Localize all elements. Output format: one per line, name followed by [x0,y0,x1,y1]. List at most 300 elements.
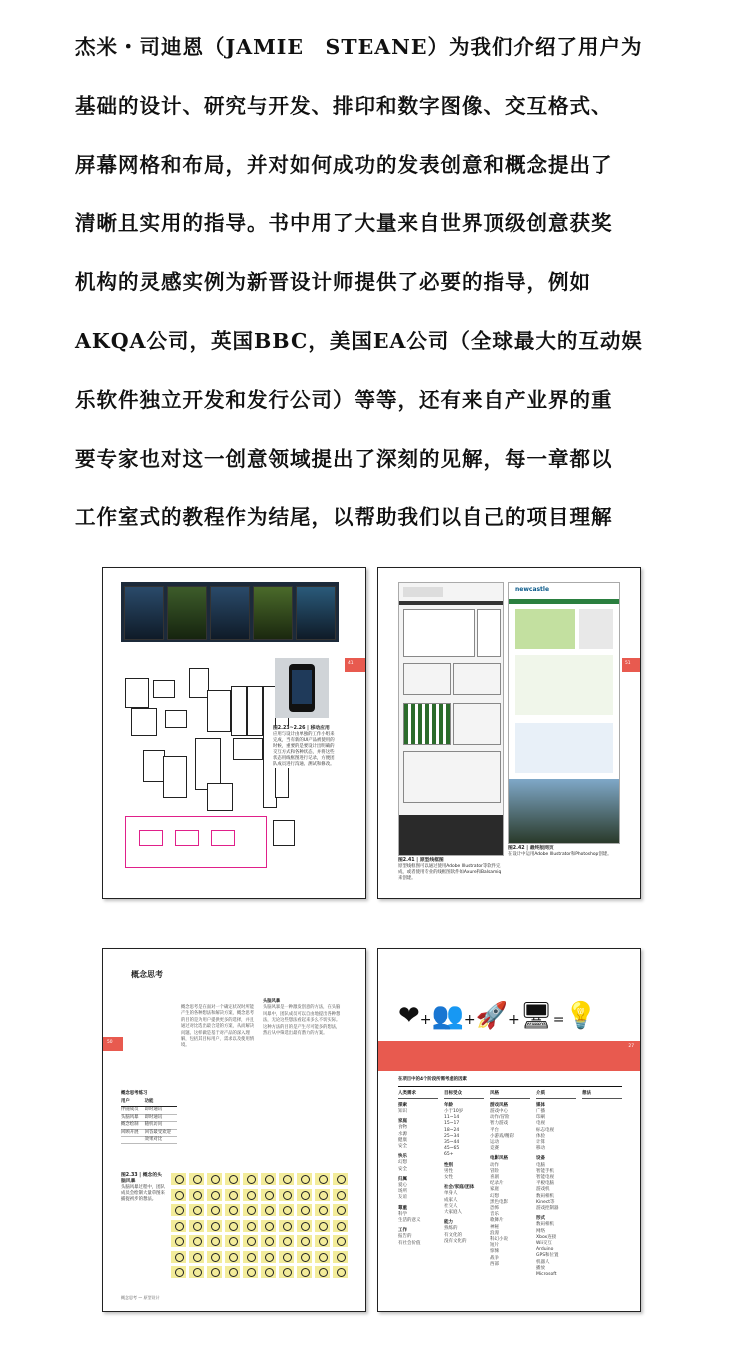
book-page-website [377,567,641,899]
factor-group [444,1220,484,1245]
sticky-note [171,1251,186,1263]
sticky-note [261,1235,276,1247]
app-screen-4 [253,586,293,640]
page-number: 50 [107,1040,113,1045]
wireframe-block [403,663,451,695]
sketch-icon [283,1237,292,1246]
sticky-note [207,1173,222,1185]
book-page-mobile-app [102,567,366,899]
page-tab [103,1037,123,1051]
group-item: Microsoft [536,1271,557,1277]
sketch-icon [193,1268,202,1277]
sticky-note [225,1173,240,1185]
group-item: 惊悚 [490,1249,499,1255]
site-hero [515,609,575,649]
group-title: 形式 [536,1216,545,1222]
group-item: 数码相机 [536,1193,554,1199]
sketch-icon [193,1253,202,1262]
group-item: 计算 [536,1139,545,1145]
sticky-note [189,1173,204,1185]
group-item: 动作 [490,1162,499,1168]
sticky-note [333,1173,348,1185]
sketch-icon [229,1253,238,1262]
group-item: 短片 [490,1243,499,1249]
group-item: 报告的 [398,1234,412,1240]
group-item: 知识 [398,1108,407,1114]
sketch-icon [283,1175,292,1184]
sketch-icon [319,1222,328,1231]
group-title: 快乐 [398,1154,407,1160]
group-item: 黑色电影 [490,1199,508,1205]
app-screen-5 [296,586,336,640]
sketch-icon [175,1175,184,1184]
group-item: 冒险 [490,1168,499,1174]
sketch-icon [247,1253,256,1262]
sticky-note [279,1251,294,1263]
column-header: 目标受众 [444,1091,462,1096]
page-title: 概念思考 [131,970,163,979]
sticky-note [225,1266,240,1278]
factors-column [490,1091,530,1272]
wireframe-box [125,678,149,708]
group-item: 体验 [536,1133,545,1139]
sketch-icon [265,1222,274,1231]
sketch-icon [247,1191,256,1200]
group-item: 爱心 [398,1182,407,1188]
sticky-note [171,1235,186,1247]
phone-screen [292,670,312,704]
plus-icon: + [463,1012,476,1028]
group-title: 尊重 [398,1205,407,1211]
group-item: 电脑 [536,1162,545,1168]
factor-group [490,1156,530,1268]
sticky-notes-grid [171,1173,351,1283]
group-title: 归属 [398,1176,407,1182]
sticky-note [297,1204,312,1216]
group-item: 有文化的 [444,1232,462,1238]
sticky-note [243,1204,258,1216]
sketch-icon [247,1237,256,1246]
sticky-note [261,1204,276,1216]
group-item: 社交人 [444,1203,458,1209]
intro-paragraph [75,18,675,547]
caption-text: 原型线框图可以通过使用Adobe Illustrator等软件完成，或者使用专业的线框图软件如Axure和Balsamiq来创建。 [398,864,502,881]
app-screen-2 [167,586,207,640]
sketch-icon [283,1222,292,1231]
sketch-icon [283,1191,292,1200]
sketch-icon [175,1191,184,1200]
sticky-note [279,1220,294,1232]
page-tab [345,658,365,672]
group-item: 平台 [490,1127,499,1133]
sketch-icon [283,1253,292,1262]
sketch-icon [211,1237,220,1246]
sticky-note [279,1189,294,1201]
group-item: 小于10岁 [444,1108,464,1114]
group-item: 18~24 [444,1127,460,1133]
wireframe-box [233,738,263,760]
intro-line: 清晰且实用的指导。书中用了大量来自世界顶级创意获奖 [75,211,613,236]
factor-group [398,1177,438,1202]
sticky-note [207,1235,222,1247]
caption-text: 头脑风暴过程中，团队成员会绘制大量草图来捕捉初步的想法。 [121,1185,165,1202]
factor-group [444,1103,484,1159]
sticky-note [333,1251,348,1263]
app-screen-1 [124,586,164,640]
figure-caption [121,1173,165,1203]
factor-group [398,1228,438,1247]
group-item: 播放 [536,1265,545,1271]
group-item: 幻想 [490,1193,499,1199]
sticky-note [315,1235,330,1247]
sticky-note [171,1189,186,1201]
wireframe-block [453,663,501,695]
sketch-icon [229,1237,238,1246]
body-text-right [263,999,343,1037]
group-item: Wii交互 [536,1240,552,1246]
factor-group [398,1119,438,1150]
sketch-icon [301,1206,310,1215]
wireframe-box [273,820,295,846]
sketch-icon [319,1253,328,1262]
table-row: 回顾开展 回答最受欢迎 [121,1129,177,1136]
sketch-icon [283,1206,292,1215]
wireframe-box [207,783,233,811]
sketch-icon [193,1237,202,1246]
sketch-icon [211,1222,220,1231]
sketch-icon [193,1175,202,1184]
sticky-note [297,1173,312,1185]
group-item: 单身人 [444,1191,458,1197]
sketch-icon [337,1222,346,1231]
column-header: 想法 [582,1091,591,1096]
group-item: 神秘 [490,1224,499,1230]
sticky-note [189,1204,204,1216]
group-item: Arduino [536,1247,554,1253]
column-header: 风格 [490,1091,499,1096]
sticky-note [243,1235,258,1247]
caption-title: 图2.23~2.26 | 移动应用 [273,726,330,731]
table-title: 概念思考练习 [121,1091,148,1096]
sticky-note [333,1189,348,1201]
sticky-note [225,1220,240,1232]
caption-title: 图2.41 | 原型线框图 [398,858,444,863]
figure-caption [508,846,612,858]
sticky-note [243,1251,258,1263]
sticky-note [243,1220,258,1232]
sticky-note [171,1204,186,1216]
body-text-left: 概念思考是在面对一个确定状况时所能产生的各种想法和解决方案，概念思考的目的是为用户提供更多的选择，并且通过对比选出最合适的方案，从而解决问题。这样做是基于对产品的深入理解，包括其目标用户、需求以及使用情境。 [181,1005,255,1049]
sketch-icon [337,1175,346,1184]
sticky-note [225,1235,240,1247]
factor-group [490,1103,530,1153]
app-screen-3 [210,586,250,640]
table-title: 在项目中的4个阶段所需考虑的因素 [398,1077,467,1082]
group-item: 恐怖 [490,1205,499,1211]
group-item: 65+ [444,1152,454,1158]
page-footer: 概念思考 — 原型设计 [121,1295,160,1300]
sketch-icon [211,1206,220,1215]
group-title: 性别 [444,1162,453,1168]
group-item: 移动 [536,1146,545,1152]
section-heading: 头脑风暴 [263,999,281,1004]
sketch-icon [211,1191,220,1200]
group-item: 科学 [398,1211,407,1217]
sticky-note [315,1173,330,1185]
table-row: 伴随成员 即时通讯 [121,1107,177,1114]
sketch-icon [319,1191,328,1200]
group-item: 电视 [536,1121,545,1127]
factor-group [398,1103,438,1115]
wireframe-block [403,751,501,803]
sketch-icon [175,1206,184,1215]
sticky-note [189,1266,204,1278]
sticky-note [297,1220,312,1232]
group-item: 家庭 [490,1187,499,1193]
group-item: 运动 [490,1139,499,1145]
group-item: GPS和位置 [536,1253,559,1259]
wireframe-box [207,690,231,732]
figure-caption [273,726,335,768]
book-page-factors [377,948,641,1312]
group-item: 35~44 [444,1139,460,1145]
caption-title: 图2.33 | 概念的头脑风暴 [121,1173,162,1184]
phone-photo [275,658,329,718]
intro-line: 屏幕网格和布局，并对如何成功的发表创意和概念提出了 [75,152,613,177]
group-title: 能力 [444,1220,453,1226]
sticky-note [279,1173,294,1185]
group-title: 探索 [398,1102,407,1108]
sketch-icon [301,1268,310,1277]
wireframe-calendar [403,703,451,745]
group-item: 没有文化的 [444,1238,467,1244]
sticky-note [297,1235,312,1247]
plus-icon: + [508,1012,520,1028]
sketch-icon [265,1191,274,1200]
intro-line: 机构的灵感实例为新晋设计师提供了必要的指导，例如 [75,270,591,295]
group-item: 水源 [398,1131,407,1137]
sticky-note [279,1235,294,1247]
sticky-note [225,1251,240,1263]
factor-group [398,1154,438,1173]
plus-icon: + [419,1012,432,1028]
monitor-icon: 🖥 [519,1001,553,1031]
intro-line: 乐软件独立开发和发行公司）等等，还有来自产业界的重 [75,387,613,412]
sketch-icon [265,1253,274,1262]
group-title: 年龄 [444,1102,453,1108]
figure-caption [398,858,502,882]
group-item: 45~65 [444,1146,460,1152]
group-title: 工作 [398,1228,407,1234]
sticky-note [171,1266,186,1278]
sketch-icon [319,1206,328,1215]
sticky-note [297,1189,312,1201]
group-item: 生活的意义 [398,1217,421,1223]
wireframe-footer [399,815,503,855]
group-title: 家庭 [398,1119,407,1125]
sticky-note [189,1235,204,1247]
group-item: 竞赛 [490,1146,499,1152]
group-item: 印刷 [536,1115,545,1121]
intro-line: 基础的设计、研究与开发、排印和数字图像、交互格式、 [75,93,613,118]
group-item: 成家人 [444,1197,458,1203]
equals-icon: = [552,1012,565,1028]
sketch-icon [211,1175,220,1184]
wireframe-logo [403,587,443,597]
group-item: 25~34 [444,1133,460,1139]
wireframe-sidebar [477,609,501,657]
sticky-note [297,1251,312,1263]
group-item: 游戏控制器 [536,1205,559,1211]
group-item: 安全 [398,1143,407,1149]
sticky-note [333,1220,348,1232]
book-page-concept-thinking [102,948,366,1312]
page-tab [622,658,640,672]
sketch-icon [247,1222,256,1231]
site-name: newcastle [515,586,550,593]
sketch-icon [193,1191,202,1200]
sketch-icon [247,1175,256,1184]
sticky-note [207,1204,222,1216]
sticky-note [261,1220,276,1232]
concept-table [121,1099,177,1144]
group-item: Xbox连接 [536,1234,557,1240]
sticky-note [261,1266,276,1278]
group-item: 机器人 [536,1259,550,1265]
sticky-note [315,1266,330,1278]
wireframe-flow-pink [211,830,235,846]
intro-line: AKQA公司，英国BBC，美国EA公司（全球最大的互动娱 [75,328,643,353]
group-item: 数码相机 [536,1222,554,1228]
group-item: 网络 [536,1228,545,1234]
website-wireframe [398,582,504,856]
wireframe-flow-pink [175,830,199,846]
group-item: 场所 [398,1189,407,1195]
group-item: 小游戏/精彩 [490,1133,515,1139]
site-content [515,655,613,715]
sticky-note [261,1189,276,1201]
wireframe-nav [399,601,503,605]
sticky-note [243,1173,258,1185]
site-nav [509,599,619,604]
rocket-icon: 🚀 [475,1001,509,1031]
sticky-note [333,1235,348,1247]
group-item: 健康 [398,1137,407,1143]
group-item: 11~14 [444,1115,460,1121]
sketch-icon [229,1222,238,1231]
factor-group [536,1216,576,1278]
sticky-note [279,1266,294,1278]
sticky-note [315,1220,330,1232]
sketch-icon [301,1237,310,1246]
wireframe-box [153,680,175,698]
sketch-icon [229,1175,238,1184]
sticky-note [261,1251,276,1263]
group-item: 安全 [398,1166,407,1172]
sketch-icon [265,1268,274,1277]
wireframe-box [143,750,165,782]
page-number: 51 [625,661,631,666]
intro-line: 杰米・司迪恩（JAMIE STEANE）为我们介绍了用户为 [75,35,643,59]
column-rule [398,1098,438,1099]
wireframe-box [247,686,263,736]
wireframe-box [189,668,209,698]
sketch-icon [175,1268,184,1277]
group-item: 熟练的 [444,1226,458,1232]
factor-group [444,1185,484,1216]
sticky-note [171,1220,186,1232]
wireframe-hero [403,609,475,657]
wireframe-flow-pink [139,830,163,846]
sticky-note [189,1189,204,1201]
sketch-icon [319,1237,328,1246]
column-header: 介质 [536,1091,545,1096]
group-item: 15~17 [444,1121,460,1127]
red-band [378,1041,640,1071]
site-content [515,723,613,773]
sketch-icon [211,1253,220,1262]
column-rule [536,1098,576,1099]
sketch-icon [265,1237,274,1246]
group-item: 幻想 [398,1160,407,1166]
sketch-icon [301,1253,310,1262]
sticky-note [279,1204,294,1216]
group-item: 游戏机 [536,1187,550,1193]
factors-column [582,1091,622,1103]
wireframe-box [165,710,187,728]
table-rule [398,1086,622,1087]
factors-column [536,1091,576,1282]
sticky-note [243,1266,258,1278]
group-item: 大家庭人 [444,1209,462,1215]
group-item: 音乐 [490,1212,499,1218]
sticky-note [225,1204,240,1216]
group-item: 标志电视 [536,1127,554,1133]
page-number: 27 [628,1044,634,1049]
sketch-icon [319,1175,328,1184]
group-title: 媒体 [536,1102,545,1108]
sticky-note [189,1251,204,1263]
group-item: 游戏中心 [490,1108,508,1114]
group-title: 社会/家庭/团体 [444,1185,475,1191]
group-item: 战争 [490,1255,499,1261]
sketch-icon [175,1222,184,1231]
factors-column [444,1091,484,1249]
icon-equation [398,1001,597,1035]
website-final [508,582,620,844]
group-item: 友谊 [398,1195,407,1201]
sketch-icon [301,1222,310,1231]
group-title: 设备 [536,1156,545,1162]
group-item: 喜剧 [490,1174,499,1180]
sketch-icon [211,1268,220,1277]
sketch-icon [337,1206,346,1215]
sticky-note [333,1204,348,1216]
group-item: 智能电视 [536,1174,554,1180]
sketch-icon [193,1206,202,1215]
sticky-note [171,1173,186,1185]
table-row: 效果对比 [121,1137,177,1144]
group-item: 浪漫 [490,1230,499,1236]
group-item: 歌舞片 [490,1218,504,1224]
table-header: 用户 [121,1099,145,1107]
sketch-icon [175,1237,184,1246]
table-header: 功能 [145,1099,177,1107]
wireframe-box [231,686,247,736]
group-item: 平板电脑 [536,1181,554,1187]
group-item: 动作/冒险 [490,1115,510,1121]
lightbulb-icon: 💡 [564,1001,597,1031]
